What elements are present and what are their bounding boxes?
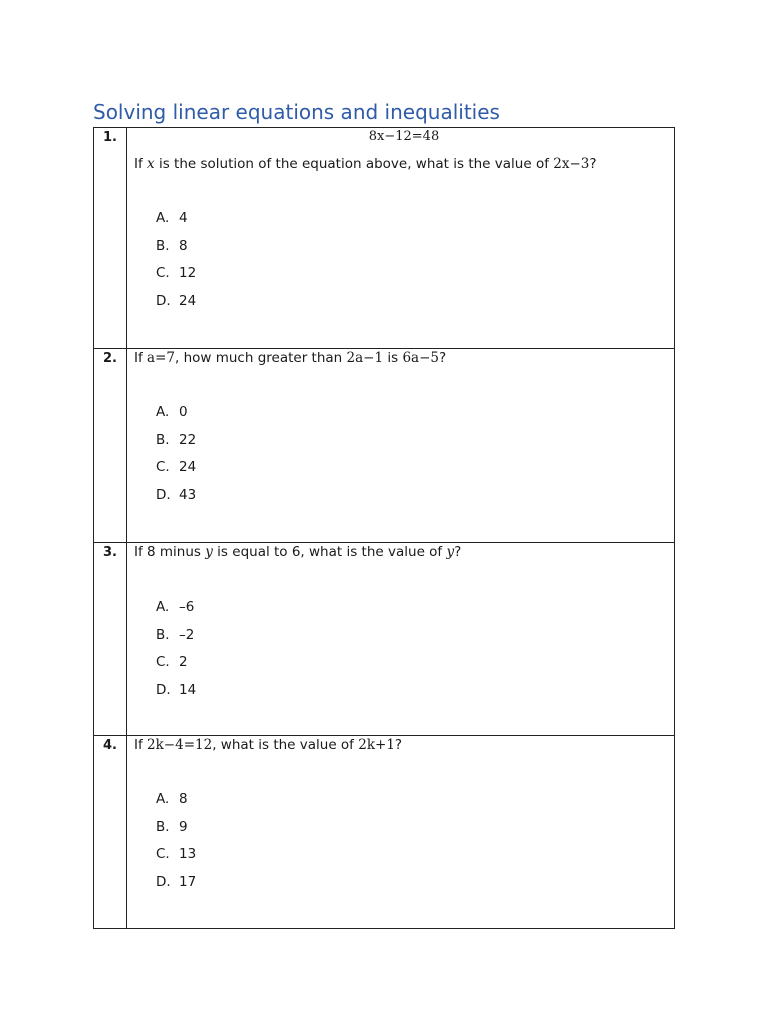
choice-letter: B.	[156, 237, 170, 254]
choice-value: 17	[179, 873, 197, 890]
answer-choice[interactable]	[156, 790, 674, 818]
choice-value: –6	[179, 599, 195, 615]
question-row	[94, 736, 675, 929]
choice-value: 14	[179, 681, 197, 698]
choice-letter: A.	[156, 599, 170, 615]
question-text-segment: If	[134, 350, 148, 366]
math-expression: y	[205, 544, 213, 560]
choice-value: 22	[179, 431, 197, 448]
choice-value: 4	[179, 210, 188, 226]
choice-letter: B.	[156, 818, 170, 835]
answer-choice[interactable]	[156, 209, 674, 237]
choice-letter: C.	[156, 265, 170, 281]
equation: 8x−12=48	[368, 129, 440, 144]
page-title: Solving linear equations and inequalities	[93, 100, 500, 124]
choice-letter: A.	[156, 791, 170, 807]
question-text-segment: If	[134, 737, 148, 753]
math-expression: 2k−4=12	[147, 737, 213, 753]
choice-letter: B.	[156, 626, 170, 643]
choice-value: 13	[179, 846, 197, 862]
answer-choices	[134, 790, 674, 900]
question-number: 4.	[94, 736, 127, 929]
question-text-segment: ?	[589, 156, 597, 172]
choice-letter: D.	[156, 681, 171, 698]
question-text	[134, 736, 674, 754]
answer-choice[interactable]	[156, 598, 674, 626]
choice-letter: C.	[156, 459, 170, 475]
answer-choices	[134, 598, 674, 708]
question-text-segment: If	[134, 156, 148, 172]
answer-choice[interactable]	[156, 653, 674, 681]
answer-choice[interactable]	[156, 486, 674, 514]
question-content	[127, 736, 675, 929]
math-expression: 2k+1	[358, 737, 395, 753]
choice-value: –2	[179, 626, 195, 643]
choice-letter: A.	[156, 404, 170, 420]
choice-letter: D.	[156, 873, 171, 890]
choice-letter: B.	[156, 431, 170, 448]
choice-value: 2	[179, 654, 188, 670]
choice-value: 43	[179, 486, 197, 503]
question-text-segment: , how much greater than	[174, 350, 347, 366]
answer-choice[interactable]	[156, 845, 674, 873]
answer-choices	[134, 209, 674, 319]
question-row	[94, 128, 675, 349]
question-row	[94, 543, 675, 736]
choice-value: 8	[179, 791, 188, 807]
choice-value: 9	[179, 818, 188, 835]
choice-letter: C.	[156, 846, 170, 862]
question-text-segment: is	[383, 350, 403, 366]
math-expression: 2a−1	[346, 350, 384, 366]
choice-letter: D.	[156, 292, 171, 309]
question-text-segment: If 8 minus	[134, 544, 206, 560]
question-text	[134, 543, 674, 561]
answer-choice[interactable]	[156, 292, 674, 320]
answer-choice[interactable]	[156, 458, 674, 486]
answer-choice[interactable]	[156, 237, 674, 265]
answer-choice[interactable]	[156, 431, 674, 459]
question-text-segment: is equal to 6, what is the value of	[212, 544, 447, 560]
question-text	[134, 155, 674, 173]
question-text	[134, 349, 674, 367]
choice-value: 0	[179, 404, 188, 420]
math-expression: 2x−3	[553, 156, 590, 172]
choice-value: 24	[179, 459, 197, 475]
question-text-segment: ?	[454, 544, 462, 560]
answer-choice[interactable]	[156, 818, 674, 846]
question-number: 1.	[94, 128, 127, 349]
question-content	[127, 349, 675, 543]
answer-choice[interactable]	[156, 403, 674, 431]
questions-table	[93, 127, 675, 929]
answer-choice[interactable]	[156, 873, 674, 901]
math-expression: 6a−5	[402, 350, 439, 366]
math-expression: a=7	[147, 350, 175, 366]
question-number: 3.	[94, 543, 127, 736]
question-row	[94, 349, 675, 543]
math-expression: y	[446, 544, 455, 560]
question-number: 2.	[94, 349, 127, 543]
question-content	[127, 128, 675, 349]
question-text-segment: ?	[394, 737, 403, 753]
math-expression: x	[147, 156, 155, 172]
choice-value: 12	[179, 265, 197, 281]
answer-choice[interactable]	[156, 264, 674, 292]
question-text-segment: is the solution of the equation above, what is the value of	[154, 156, 554, 172]
choice-letter: A.	[156, 210, 170, 226]
answer-choice[interactable]	[156, 626, 674, 654]
answer-choice[interactable]	[156, 681, 674, 709]
question-text-segment: ?	[438, 350, 447, 366]
choice-letter: C.	[156, 654, 170, 670]
choice-letter: D.	[156, 486, 171, 503]
answer-choices	[134, 403, 674, 513]
choice-value: 24	[179, 292, 197, 309]
question-content	[127, 543, 675, 736]
choice-value: 8	[179, 237, 188, 254]
question-text-segment: , what is the value of	[212, 737, 359, 753]
